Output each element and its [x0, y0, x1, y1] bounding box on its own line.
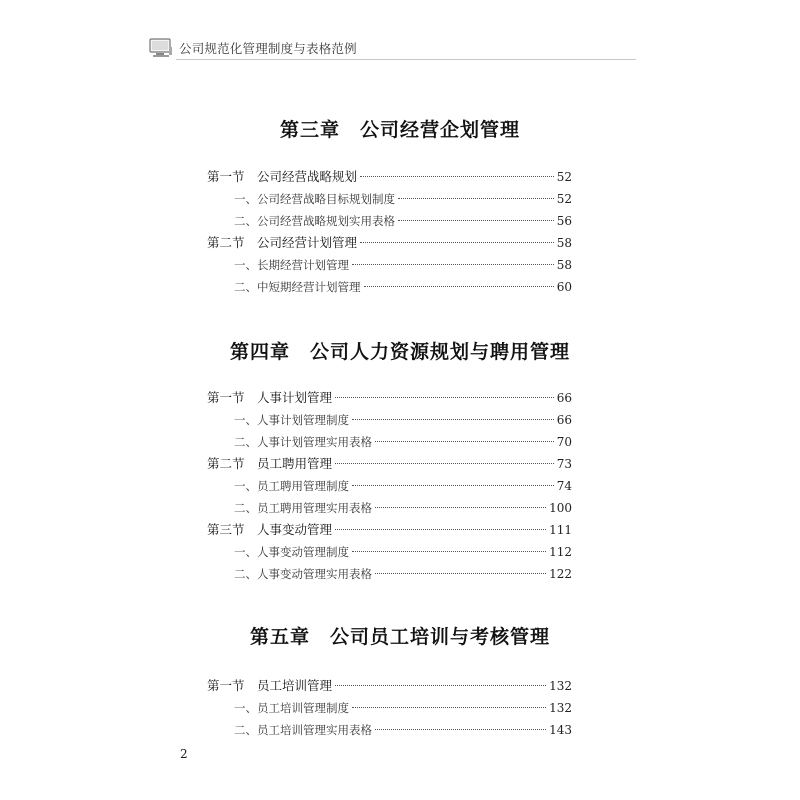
toc-item-entry[interactable]: [234, 254, 572, 276]
leader-dots: [352, 264, 554, 265]
toc-item-entry[interactable]: [234, 210, 572, 232]
toc-page-number: 52: [556, 170, 572, 184]
toc-entry-label: 第一节 人事计划管理: [207, 390, 333, 405]
toc-page-number: 122: [549, 567, 572, 581]
leader-dots: [352, 551, 546, 552]
toc-page-number: 56: [556, 214, 572, 228]
toc-item-entry[interactable]: [234, 719, 572, 741]
leader-dots: [335, 463, 554, 464]
toc-entry-label: 一、员工培训管理制度: [234, 701, 349, 715]
toc-entry-label: 第二节 公司经营计划管理: [207, 235, 358, 250]
toc-page-number: 112: [549, 545, 572, 559]
toc-page-number: 132: [549, 701, 572, 715]
toc-item-entry[interactable]: [234, 431, 572, 453]
toc-entry-label: 一、公司经营战略目标规划制度: [234, 192, 395, 206]
toc-page-number: 58: [556, 258, 572, 272]
toc-entry-label: 第三节 人事变动管理: [207, 522, 333, 537]
computer-monitor-icon: [149, 38, 173, 58]
chapter-title: 第五章 公司员工培训与考核管理: [249, 626, 550, 648]
header-title: 公司规范化管理制度与表格范例: [179, 41, 357, 56]
toc-page-number: 74: [556, 479, 572, 493]
leader-dots: [375, 573, 546, 574]
toc-item-entry[interactable]: [234, 497, 572, 519]
toc-item-entry[interactable]: [234, 541, 572, 563]
leader-dots: [398, 220, 554, 221]
toc-section-entry[interactable]: [207, 387, 572, 409]
toc-section-entry[interactable]: [207, 453, 572, 475]
toc-page-number: 73: [556, 457, 572, 471]
toc-item-entry[interactable]: [234, 563, 572, 585]
toc-entry-label: 一、长期经营计划管理: [234, 258, 349, 272]
toc-entry-label: 二、员工培训管理实用表格: [234, 723, 372, 737]
toc-page-number: 100: [549, 501, 572, 515]
leader-dots: [364, 286, 554, 287]
toc-entry-label: 二、人事变动管理实用表格: [234, 567, 372, 581]
toc-item-entry[interactable]: [234, 276, 572, 298]
toc-page-number: 58: [556, 236, 572, 250]
toc-item-entry[interactable]: [234, 697, 572, 719]
leader-dots: [352, 419, 554, 420]
toc-page-number: 132: [549, 679, 572, 693]
leader-dots: [398, 198, 554, 199]
toc-entry-label: 一、员工聘用管理制度: [234, 479, 349, 493]
toc-page-number: 52: [556, 192, 572, 206]
header-divider: [176, 59, 636, 60]
toc-entry-label: 二、中短期经营计划管理: [234, 280, 361, 294]
toc-entry-label: 二、人事计划管理实用表格: [234, 435, 372, 449]
toc-entry-label: 第一节 员工培训管理: [207, 678, 333, 693]
leader-dots: [352, 707, 546, 708]
toc-entry-label: 二、员工聘用管理实用表格: [234, 501, 372, 515]
toc-entry-label: 一、人事计划管理制度: [234, 413, 349, 427]
chapter-title: 第三章 公司经营企划管理: [279, 119, 520, 141]
leader-dots: [335, 685, 546, 686]
page-number: 2: [180, 747, 188, 761]
leader-dots: [375, 441, 554, 442]
toc-item-entry[interactable]: [234, 188, 572, 210]
leader-dots: [360, 176, 554, 177]
toc-page-number: 66: [556, 391, 572, 405]
leader-dots: [360, 242, 554, 243]
toc-page-number: 111: [549, 523, 572, 537]
toc-entry-label: 第一节 公司经营战略规划: [207, 169, 358, 184]
toc-item-entry[interactable]: [234, 475, 572, 497]
leader-dots: [352, 485, 554, 486]
toc-section-entry[interactable]: [207, 232, 572, 254]
running-header: [149, 36, 357, 60]
toc-page-number: 60: [556, 280, 572, 294]
leader-dots: [335, 529, 546, 530]
toc-section-entry[interactable]: [207, 519, 572, 541]
toc-entry-label: 第二节 员工聘用管理: [207, 456, 333, 471]
toc-section-entry[interactable]: [207, 166, 572, 188]
toc-page-number: 143: [549, 723, 572, 737]
toc-section-entry[interactable]: [207, 675, 572, 697]
toc-entry-label: 一、人事变动管理制度: [234, 545, 349, 559]
chapter-title: 第四章 公司人力资源规划与聘用管理: [229, 341, 570, 363]
toc-item-entry[interactable]: [234, 409, 572, 431]
toc-entry-label: 二、公司经营战略规划实用表格: [234, 214, 395, 228]
leader-dots: [375, 507, 546, 508]
toc-page-number: 70: [556, 435, 572, 449]
leader-dots: [335, 397, 554, 398]
toc-page-number: 66: [556, 413, 572, 427]
leader-dots: [375, 729, 546, 730]
